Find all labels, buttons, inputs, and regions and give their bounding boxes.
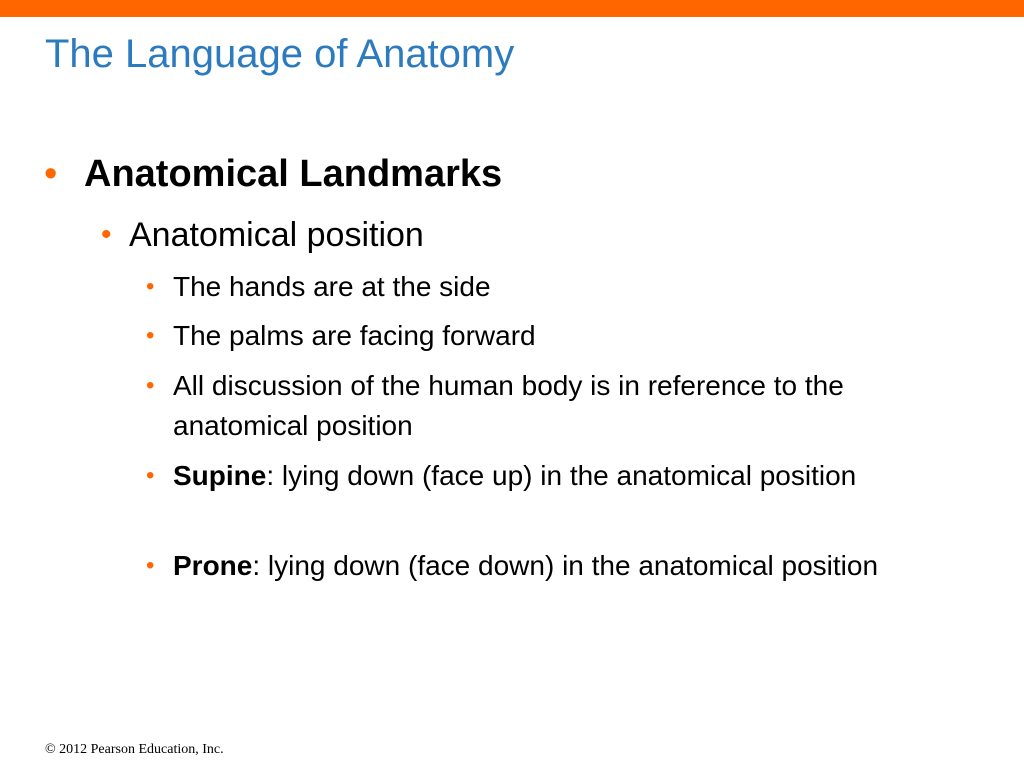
bullet-level3-item: [173, 366, 963, 446]
copyright-footer: © 2012 Pearson Education, Inc.: [45, 742, 224, 757]
bullet-level2-text: Anatomical position: [129, 216, 424, 254]
bullet-term: Prone: [173, 550, 253, 581]
top-accent-bar: [0, 0, 1024, 17]
bullet-level3: •: [146, 552, 155, 579]
bullet-text: All discussion of the human body is in reference to the anatomical position: [173, 370, 844, 441]
bullet-term: Supine: [173, 460, 267, 491]
bullet-level3-item: [173, 316, 963, 356]
bullet-level1-text: Anatomical Landmarks: [84, 153, 503, 195]
bullet-level3-item: [173, 456, 963, 496]
bullet-level1: •: [44, 153, 58, 195]
bullet-text: : lying down (face down) in the anatomical position: [252, 550, 879, 581]
bullet-text: The palms are facing forward: [173, 320, 536, 351]
bullet-text: The hands are at the side: [173, 271, 491, 302]
bullet-level3: •: [146, 322, 155, 349]
bullet-text: : lying down (face up) in the anatomical position: [266, 460, 857, 491]
bullet-level3: •: [146, 462, 155, 489]
slide-title: The Language of Anatomy: [45, 32, 515, 76]
bullet-level3-item: [173, 267, 963, 307]
bullet-level2: •: [101, 218, 112, 251]
bullet-level3: •: [146, 273, 155, 300]
bullet-level3-item: [173, 546, 963, 586]
bullet-level3: •: [146, 372, 155, 399]
